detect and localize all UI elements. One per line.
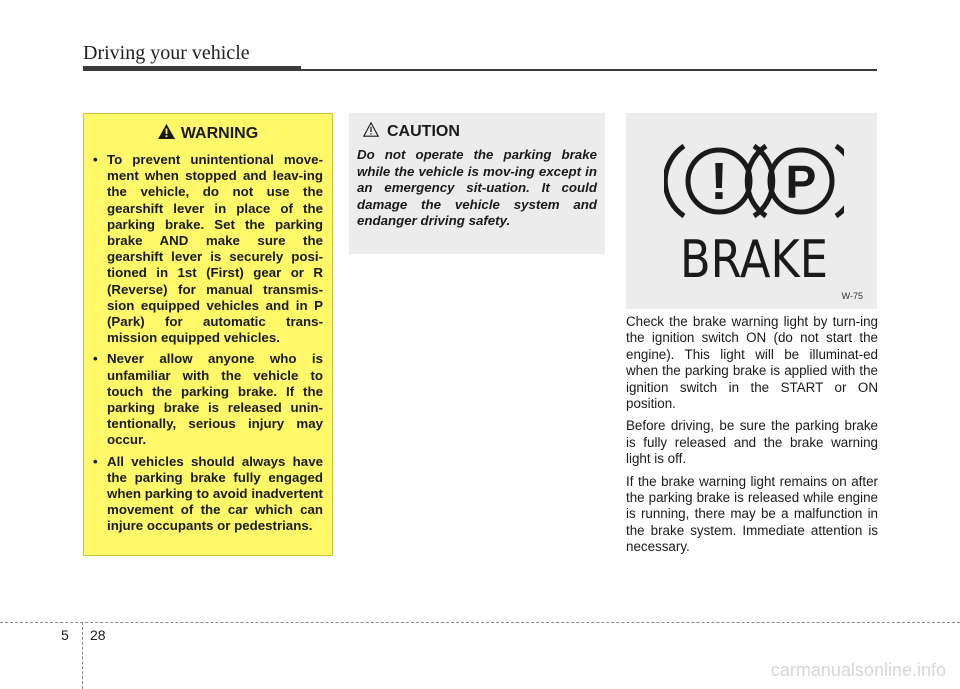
header-rule [301, 69, 877, 71]
exclamation-symbol: ! [710, 153, 728, 211]
warning-list-item [93, 152, 323, 346]
header-bar-thick [83, 66, 301, 71]
bullet-icon: • [93, 351, 98, 367]
body-paragraph: Check the brake warning light by turn-ing the ignition switch ON (do not start the engine). This light will be illuminat-ed when the parking brake is applied with the ignition switch in the START or ON position. [626, 314, 878, 412]
brake-label: BRAKE [680, 230, 828, 290]
body-text [626, 314, 878, 562]
warning-triangle-icon [158, 124, 175, 144]
warning-item-text: Never allow anyone who is unfamiliar with the vehicle to touch the parking brake. If the parking brake is released unin-tentionally, serious injury may occur. [107, 351, 323, 448]
warning-list-item [93, 454, 323, 535]
page-number: 28 [90, 627, 106, 643]
brake-figure [626, 113, 877, 309]
warning-list [93, 152, 323, 535]
caution-text: Do not operate the parking brake while the vehicle is mov-ing except in an emergency sit-uation. It could damage the vehicle system and endanger driving safety. [357, 147, 597, 229]
warning-heading [93, 124, 323, 144]
bullet-icon: • [93, 453, 98, 469]
body-paragraph: Before driving, be sure the parking brake is fully released and the brake warning light is off. [626, 418, 878, 467]
warning-box [83, 113, 333, 556]
caution-triangle-icon [363, 122, 379, 142]
page-header-title: Driving your vehicle [83, 42, 250, 64]
parking-symbol: P [785, 156, 817, 208]
footer-dashed-divider [82, 622, 83, 689]
caution-heading [357, 122, 597, 142]
figure-code: W-75 [841, 291, 863, 301]
warning-list-item [93, 351, 323, 448]
caution-heading-text: CAUTION [387, 123, 460, 140]
bullet-icon: • [93, 152, 98, 167]
body-paragraph: If the brake warning light remains on after the parking brake is released while engine is running, there may be a malfunction in the brake system. Immediate attention is necessary. [626, 473, 878, 555]
caution-box [349, 113, 605, 254]
watermark: carmanualsonline.info [770, 660, 946, 680]
warning-heading-text: WARNING [180, 125, 259, 142]
brake-warning-symbol-icon [664, 141, 844, 291]
warning-item-text: All vehicles should always have the parking brake fully engaged when parking to avoid inadvertent movement of the car which can injure occupants or pedestrians. [107, 453, 323, 534]
footer-dashed-rule [0, 622, 960, 623]
warning-item-text: To prevent unintentional move-ment when stopped and leav-ing the vehicle, do not use the gearshift lever in place of the parking brake. Set the parking brake AND make sure the gearshift lever is securely posi-tioned in 1st (First) gear or R (Reverse) for manual transmis-sion equipped vehicles and in P (Park) for automatic trans-mission equipped vehicles. [107, 152, 323, 346]
section-number: 5 [61, 627, 69, 643]
